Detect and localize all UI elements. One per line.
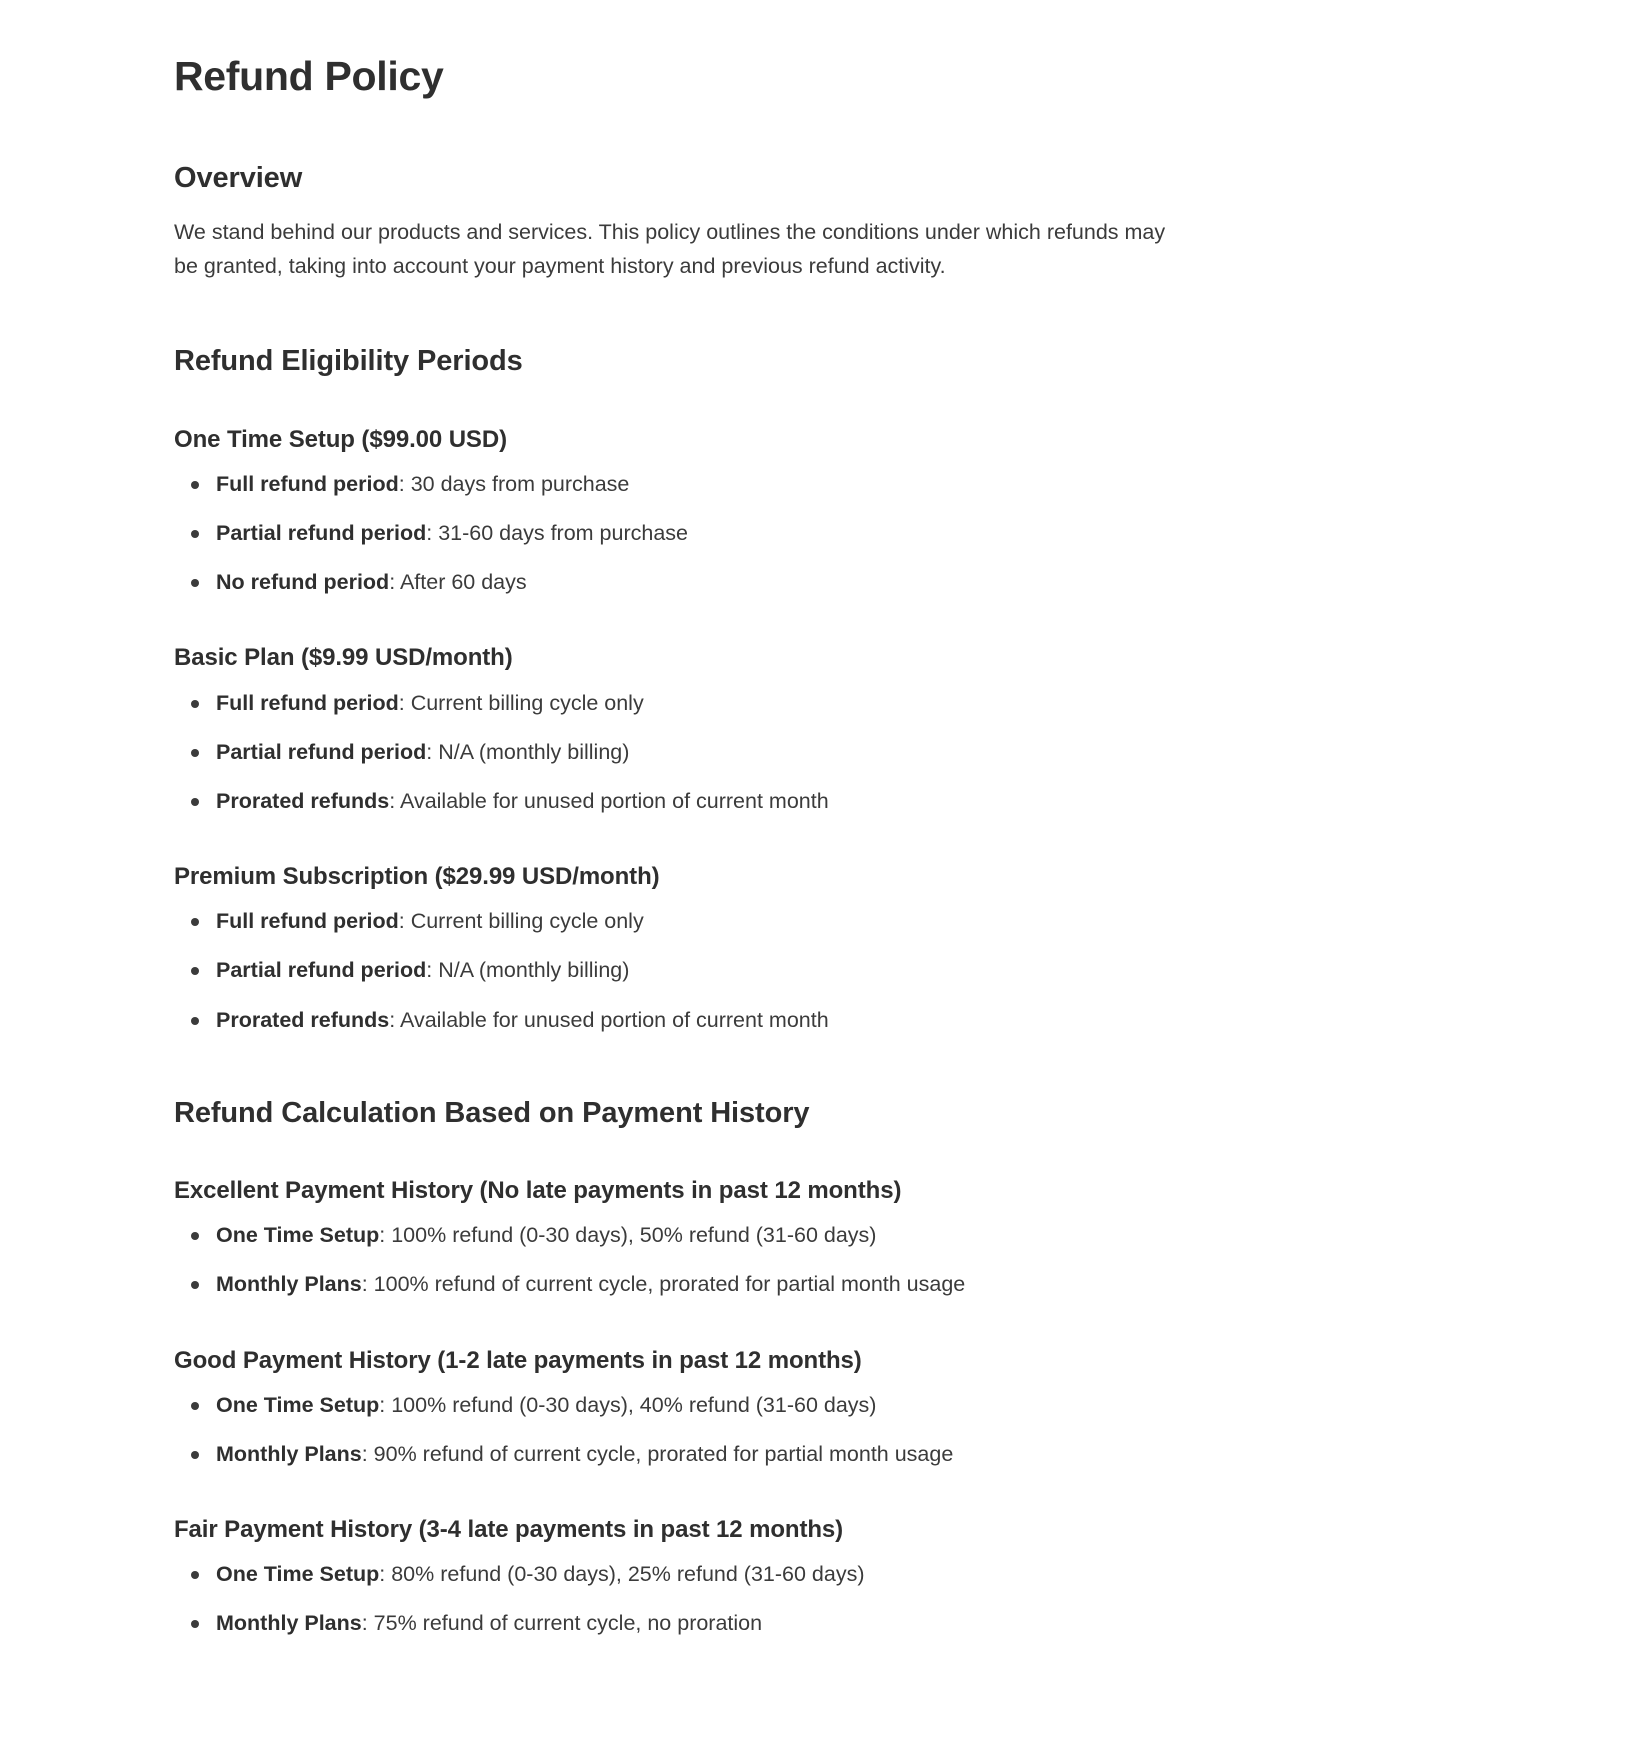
list-item <box>174 906 1174 937</box>
plan-group-basic-plan <box>174 642 1174 817</box>
list-item-term: No refund period <box>216 570 390 595</box>
list-item-detail: : 31-60 days from purchase <box>426 520 688 545</box>
list-item <box>174 737 1174 768</box>
plan-details-basic-plan <box>174 688 1174 818</box>
list-item <box>174 518 1174 549</box>
plan-title-premium-subscription: Premium Subscription ($29.99 USD/month) <box>174 863 660 891</box>
list-item-detail: : 100% refund (0-30 days), 50% refund (31-60 days) <box>379 1223 877 1248</box>
list-item <box>174 1390 1174 1421</box>
plan-title-basic-plan: Basic Plan ($9.99 USD/month) <box>174 644 513 672</box>
list-item-term: One Time Setup <box>216 1392 380 1417</box>
bullet-icon <box>191 918 199 926</box>
list-item-detail: : N/A (monthly billing) <box>426 958 630 983</box>
bullet-icon <box>191 579 199 587</box>
list-item <box>174 1269 1174 1300</box>
list-item-detail: : Available for unused portion of current month <box>389 1007 829 1032</box>
tier-title-good: Good Payment History (1-2 late payments in past 12 months) <box>174 1346 862 1374</box>
list-item-detail: : 80% refund (0-30 days), 25% refund (31-60 days) <box>379 1562 865 1587</box>
tier-group-good <box>174 1345 1174 1471</box>
plan-title-one-time-setup: One Time Setup ($99.00 USD) <box>174 425 507 453</box>
plan-details-one-time-setup <box>174 469 1174 599</box>
list-item <box>174 1005 1174 1036</box>
list-item-term: Full refund period <box>216 471 399 496</box>
tier-title-fair: Fair Payment History (3-4 late payments in past 12 months) <box>174 1516 844 1544</box>
list-item-detail: : After 60 days <box>389 570 527 595</box>
list-item-term: Prorated refunds <box>216 788 390 813</box>
section-heading-calculation: Refund Calculation Based on Payment History <box>174 1096 810 1129</box>
list-item-term: Partial refund period <box>216 520 427 545</box>
list-item-detail: : 90% refund of current cycle, prorated for partial month usage <box>361 1441 954 1466</box>
tier-group-fair <box>174 1514 1174 1640</box>
list-item-detail: : 100% refund (0-30 days), 40% refund (31-60 days) <box>379 1392 877 1417</box>
list-item-term: Monthly Plans <box>216 1272 362 1297</box>
list-item <box>174 1220 1174 1251</box>
list-item <box>174 688 1174 719</box>
list-item <box>174 786 1174 817</box>
list-item-detail: : N/A (monthly billing) <box>426 739 630 764</box>
list-item <box>174 1559 1174 1590</box>
list-item-detail: : Available for unused portion of current month <box>389 788 829 813</box>
bullet-icon <box>191 967 199 975</box>
list-item <box>174 955 1174 986</box>
list-item-term: Partial refund period <box>216 958 427 983</box>
document-body <box>174 40 1174 1640</box>
list-item-term: Full refund period <box>216 690 399 715</box>
tier-title-excellent: Excellent Payment History (No late payments in past 12 months) <box>174 1176 902 1204</box>
bullet-icon <box>191 1451 199 1459</box>
list-item <box>174 1608 1174 1639</box>
list-item-term: One Time Setup <box>216 1223 380 1248</box>
bullet-icon <box>191 481 199 489</box>
list-item-term: Prorated refunds <box>216 1007 390 1032</box>
plan-group-one-time-setup <box>174 424 1174 599</box>
bullet-icon <box>191 700 199 708</box>
bullet-icon <box>191 798 199 806</box>
list-item <box>174 469 1174 500</box>
tier-details-fair <box>174 1559 1174 1639</box>
list-item <box>174 1439 1174 1470</box>
section-heading-overview: Overview <box>174 162 303 195</box>
list-item-term: Full refund period <box>216 909 399 934</box>
bullet-icon <box>191 1571 199 1579</box>
plan-details-premium-subscription <box>174 906 1174 1036</box>
page-title: Refund Policy <box>174 53 444 99</box>
tier-details-good <box>174 1390 1174 1470</box>
bullet-icon <box>191 1281 199 1289</box>
list-item-detail: : 30 days from purchase <box>398 471 630 496</box>
overview-paragraph: We stand behind our products and services. This policy outlines the conditions under which refunds may be granted, taking into account your payment history and previous refund activity. <box>174 220 1166 279</box>
list-item-term: One Time Setup <box>216 1562 380 1587</box>
bullet-icon <box>191 749 199 757</box>
tier-group-excellent <box>174 1175 1174 1301</box>
list-item <box>174 567 1174 598</box>
tier-details-excellent <box>174 1220 1174 1300</box>
list-item-term: Partial refund period <box>216 739 427 764</box>
list-item-detail: : 100% refund of current cycle, prorated for partial month usage <box>361 1272 966 1297</box>
bullet-icon <box>191 1017 199 1025</box>
list-item-term: Monthly Plans <box>216 1611 362 1636</box>
section-heading-eligibility: Refund Eligibility Periods <box>174 345 523 378</box>
bullet-icon <box>191 1620 199 1628</box>
list-item-term: Monthly Plans <box>216 1441 362 1466</box>
bullet-icon <box>191 1232 199 1240</box>
list-item-detail: : Current billing cycle only <box>398 909 644 934</box>
list-item-detail: : Current billing cycle only <box>398 690 644 715</box>
plan-group-premium-subscription <box>174 861 1174 1036</box>
list-item-detail: : 75% refund of current cycle, no proration <box>361 1611 763 1636</box>
bullet-icon <box>191 530 199 538</box>
bullet-icon <box>191 1402 199 1410</box>
